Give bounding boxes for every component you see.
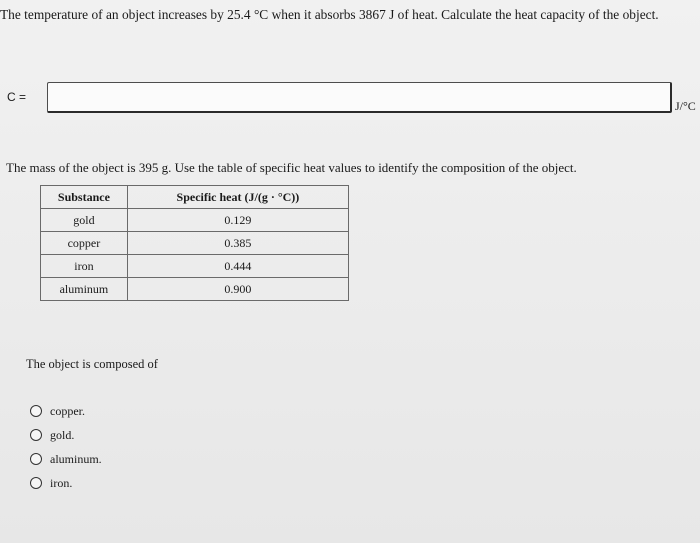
table-header-row bbox=[41, 186, 349, 209]
question-text: The temperature of an object increases by 25.4 °C when it absorbs 3867 J of heat. Calculate the heat capacity of the object. bbox=[0, 7, 659, 22]
heat-capacity-label: C = bbox=[7, 90, 27, 104]
option-gold[interactable] bbox=[30, 423, 102, 447]
table-cell-specific-heat: 0.444 bbox=[127, 255, 348, 278]
table-cell-substance: gold bbox=[41, 209, 128, 232]
table-cell-specific-heat: 0.385 bbox=[127, 232, 348, 255]
table-row bbox=[41, 232, 349, 255]
table-row bbox=[41, 209, 349, 232]
option-label: aluminum. bbox=[50, 451, 102, 466]
radio-button-icon[interactable] bbox=[30, 477, 42, 489]
option-label: iron. bbox=[50, 475, 73, 490]
table-row bbox=[41, 255, 349, 278]
heat-capacity-input[interactable] bbox=[47, 82, 672, 113]
option-label: copper. bbox=[50, 403, 85, 418]
heat-capacity-unit: J/°C bbox=[675, 99, 696, 113]
option-aluminum[interactable] bbox=[30, 447, 102, 471]
radio-button-icon[interactable] bbox=[30, 405, 42, 417]
radio-button-icon[interactable] bbox=[30, 453, 42, 465]
table-cell-specific-heat: 0.129 bbox=[127, 209, 348, 232]
heat-capacity-answer-row bbox=[0, 82, 700, 122]
table-cell-substance: aluminum bbox=[41, 278, 128, 301]
table-cell-substance: iron bbox=[41, 255, 128, 278]
specific-heat-table bbox=[40, 185, 349, 301]
table-row bbox=[41, 278, 349, 301]
option-iron[interactable] bbox=[30, 471, 102, 495]
table-header-substance: Substance bbox=[41, 186, 128, 209]
option-label: gold. bbox=[50, 427, 75, 442]
table-cell-specific-heat: 0.900 bbox=[127, 278, 348, 301]
composition-prompt: The object is composed of bbox=[26, 357, 158, 371]
option-copper[interactable] bbox=[30, 399, 102, 423]
radio-button-icon[interactable] bbox=[30, 429, 42, 441]
mass-question-text: The mass of the object is 395 g. Use the table of specific heat values to identify the composition of the object. bbox=[6, 160, 577, 175]
table-header-specific-heat: Specific heat (J/(g · °C)) bbox=[127, 186, 348, 209]
composition-options bbox=[30, 399, 102, 495]
table-cell-substance: copper bbox=[41, 232, 128, 255]
